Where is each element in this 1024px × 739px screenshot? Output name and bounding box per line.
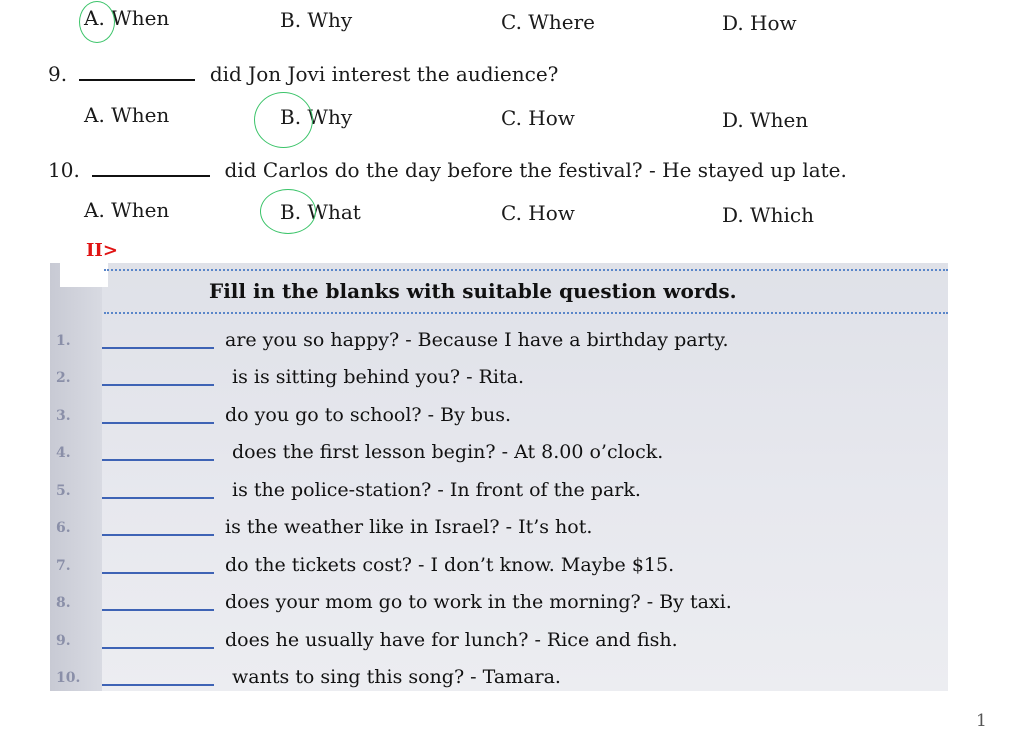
item-text: is the weather like in Israel? - It’s hot.	[225, 516, 593, 538]
question-number: 10.	[48, 158, 80, 182]
answer-blank[interactable]	[102, 459, 214, 461]
item-text: do the tickets cost? - I don’t know. Maybe $15.	[225, 554, 675, 576]
option-b[interactable]: B. Why	[280, 8, 353, 32]
exercise-item	[50, 437, 948, 467]
exercise-item	[50, 550, 948, 580]
question-number: 9.	[48, 62, 68, 86]
option-a[interactable]: A. When	[84, 6, 170, 30]
answer-blank[interactable]	[102, 384, 214, 386]
item-text: does your mom go to work in the morning? - By taxi.	[225, 591, 732, 613]
q10-option-d[interactable]: D. Which	[722, 203, 814, 227]
q10-option-b[interactable]: B. What	[280, 200, 361, 224]
item-number: 7.	[56, 558, 71, 574]
item-number: 4.	[56, 445, 71, 461]
exercise-item	[50, 362, 948, 392]
item-number: 2.	[56, 370, 71, 386]
item-text: are you so happy? - Because I have a birthday party.	[225, 329, 729, 351]
exercise-item	[50, 662, 948, 691]
answer-blank[interactable]	[102, 572, 214, 574]
question-text: did Carlos do the day before the festival? - He stayed up late.	[224, 158, 847, 182]
item-number: 10.	[56, 670, 81, 686]
answer-blank[interactable]	[102, 647, 214, 649]
item-text: does he usually have for lunch? - Rice and fish.	[225, 629, 678, 651]
answer-blank[interactable]	[79, 79, 195, 81]
item-text: does the first lesson begin? - At 8.00 o’clock.	[232, 441, 664, 463]
item-number: 3.	[56, 408, 71, 424]
answer-blank[interactable]	[102, 422, 214, 424]
exercise-item	[50, 512, 948, 542]
question-text: did Jon Jovi interest the audience?	[209, 62, 559, 86]
dotted-rule	[104, 269, 948, 271]
item-text: wants to sing this song? - Tamara.	[232, 666, 561, 688]
exercise-item	[50, 325, 948, 355]
exercise-panel	[50, 263, 948, 691]
q10-option-c[interactable]: C. How	[501, 201, 575, 225]
question-9	[48, 62, 558, 86]
q9-option-a[interactable]: A. When	[84, 103, 170, 127]
q9-option-b[interactable]: B. Why	[280, 105, 353, 129]
section-label: II>	[86, 240, 118, 261]
dotted-rule	[104, 312, 948, 314]
answer-blank[interactable]	[102, 534, 214, 536]
answer-blank[interactable]	[92, 175, 210, 177]
exercise-title: Fill in the blanks with suitable question words.	[209, 279, 737, 303]
answer-blank[interactable]	[102, 497, 214, 499]
exercise-item	[50, 625, 948, 655]
item-number: 1.	[56, 333, 71, 349]
item-number: 6.	[56, 520, 71, 536]
item-text: is is sitting behind you? - Rita.	[232, 366, 524, 388]
option-d[interactable]: D. How	[722, 11, 797, 35]
exercise-item	[50, 587, 948, 617]
item-number: 8.	[56, 595, 71, 611]
answer-blank[interactable]	[102, 347, 214, 349]
option-c[interactable]: C. Where	[501, 10, 595, 34]
answer-blank[interactable]	[102, 609, 214, 611]
item-number: 9.	[56, 633, 71, 649]
panel-notch	[60, 263, 108, 287]
exercise-item	[50, 475, 948, 505]
answer-blank[interactable]	[102, 684, 214, 686]
q9-option-c[interactable]: C. How	[501, 106, 575, 130]
item-text: is the police-station? - In front of the park.	[232, 479, 641, 501]
page-number: 1	[976, 711, 987, 731]
exercise-item	[50, 400, 948, 430]
question-10	[48, 158, 847, 182]
item-number: 5.	[56, 483, 71, 499]
item-text: do you go to school? - By bus.	[225, 404, 512, 426]
q10-option-a[interactable]: A. When	[84, 198, 170, 222]
q9-option-d[interactable]: D. When	[722, 108, 809, 132]
